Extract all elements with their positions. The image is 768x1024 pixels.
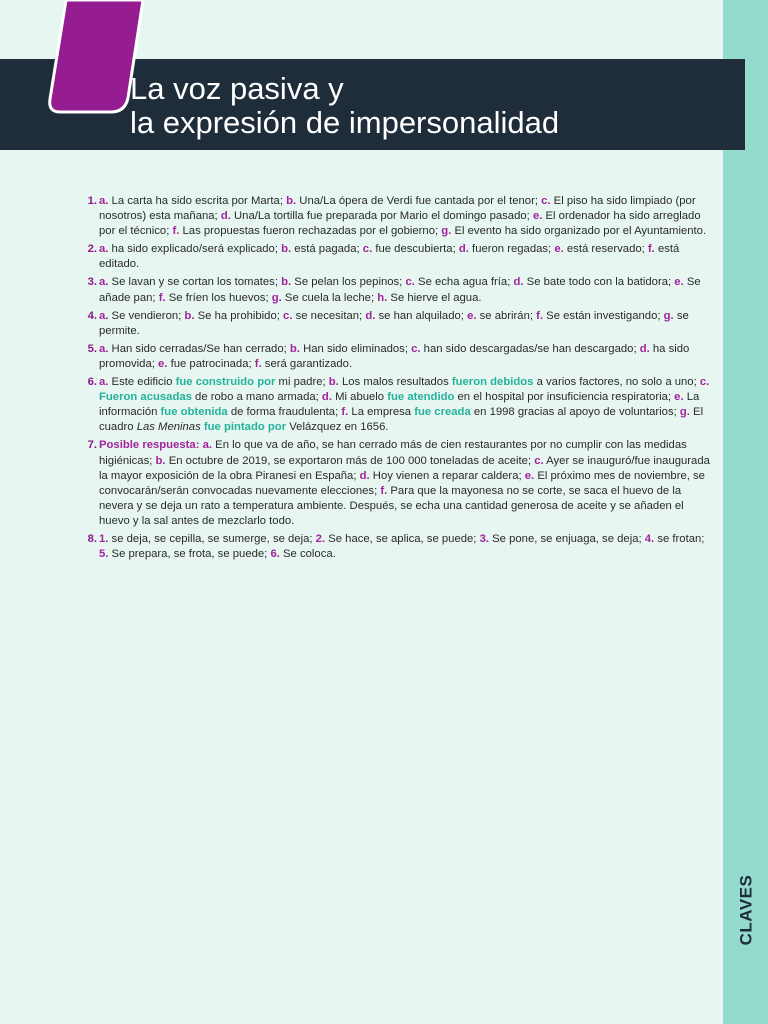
item-marker: e.: [467, 309, 477, 322]
answer-text: [99, 243, 679, 270]
answer-text-run: El piso ha sido limpiado (por nosotros) esta mañana;: [99, 195, 696, 223]
answer-text-run: Se ha prohibido;: [194, 309, 284, 322]
answer-text-run: Han sido eliminados;: [299, 342, 412, 355]
page-title-line-2: la expresión de impersonalidad: [130, 105, 560, 140]
answer-text-run: está pagada;: [291, 243, 363, 256]
answer-text-run: En lo que va de año, se han cerrado más de cien restaurantes por no cumplir con las medidas higiénicas;: [99, 439, 687, 467]
answer-text-run: La empresa: [348, 406, 415, 419]
answer-text-run: Se cuela la leche;: [281, 291, 378, 304]
answer-text-run: Una/La ópera de Verdi fue cantada por el tenor;: [296, 195, 542, 207]
answer-text-run: está reservado;: [563, 243, 648, 256]
item-marker: f.: [172, 225, 180, 238]
item-marker: a.: [99, 195, 109, 207]
answer-text-run: fue patrocinada;: [167, 357, 255, 370]
answer-text-run: se frotan;: [654, 532, 705, 545]
answer-text-run: se han alquilado;: [375, 309, 468, 322]
answer-text-run: Han sido cerradas/Se han cerrado;: [108, 342, 290, 355]
item-marker: g.: [679, 406, 690, 419]
answer-text-run: Se fríen los huevos;: [165, 291, 272, 304]
answer-text-run: se permite.: [99, 309, 689, 337]
answer-item: [79, 309, 711, 339]
item-marker: b.: [184, 309, 195, 322]
answer-item: [79, 375, 711, 435]
answer-text-run: Los malos resultados: [338, 376, 452, 389]
italic-title: Las Meninas: [136, 421, 201, 434]
answer-number: 7.: [87, 439, 97, 452]
answer-text-run: Se hace, se aplica, se puede;: [325, 532, 480, 545]
answer-text-run: El evento ha sido organizado por el Ayuntamiento.: [451, 225, 707, 238]
answer-text-run: Se pelan los pepinos;: [291, 276, 406, 289]
passive-highlight: fue creada: [414, 406, 471, 419]
item-marker: d.: [639, 342, 650, 355]
answer-text: [99, 195, 706, 237]
answer-text-run: mi padre;: [275, 376, 329, 389]
answer-text-run: El próximo mes de noviembre, se convocarán/serán convocadas nuevamente elecciones;: [99, 469, 705, 497]
answer-text-run: Mi abuelo: [331, 391, 388, 404]
item-marker: 4.: [644, 532, 655, 545]
item-marker: g.: [271, 291, 282, 304]
answer-item: [79, 194, 711, 239]
item-marker: e.: [674, 276, 684, 289]
answer-text-run: de robo a mano armada;: [191, 391, 322, 404]
item-marker: c.: [534, 454, 544, 467]
answer-text: [99, 439, 710, 526]
answer-text-run: será garantizado.: [261, 357, 353, 370]
answer-text-run: Se echa agua fría;: [414, 276, 514, 289]
answer-text: [99, 376, 709, 433]
item-marker: f.: [341, 406, 349, 419]
answer-text-run: Se hierve el agua.: [387, 291, 482, 304]
answer-number: 3.: [87, 276, 97, 289]
answer-text-run: El cuadro: [99, 406, 704, 434]
section-label: [730, 868, 762, 952]
answer-text: [99, 533, 704, 560]
answer-number: 8.: [87, 532, 97, 545]
answer-text-run: Se están investigando;: [543, 309, 664, 322]
passive-highlight: fue atendido: [387, 391, 455, 404]
answer-text-run: en 1998 gracias al apoyo de voluntarios;: [470, 406, 680, 419]
item-marker: a.: [99, 309, 109, 322]
item-marker: b.: [328, 376, 339, 389]
item-marker: f.: [380, 484, 388, 497]
answer-text-run: en el hospital por insuficiencia respiratoria;: [454, 391, 675, 404]
answer-text-run: han sido descargadas/se han descargado;: [420, 342, 640, 355]
answer-text-run: La información: [99, 391, 700, 419]
answer-number: 5.: [87, 342, 97, 355]
item-marker: g.: [441, 225, 452, 238]
answer-text-run: En octubre de 2019, se exportaron más de 100 000 toneladas de aceite;: [165, 454, 535, 467]
item-marker: d.: [365, 309, 376, 322]
answer-number: 2.: [87, 243, 97, 256]
item-marker: f.: [536, 309, 544, 322]
item-marker: a.: [99, 243, 109, 256]
item-marker: e.: [674, 391, 684, 404]
answer-number: 1.: [87, 195, 97, 207]
passive-highlight: fueron debidos: [451, 376, 534, 389]
item-marker: c.: [283, 309, 293, 322]
item-marker: 1.: [99, 532, 109, 545]
answer-text-run: Ayer se inauguró/fue inaugurada la mayor exposición de la obra Piranesi en España;: [99, 454, 710, 482]
answer-text-run: El ordenador ha sido arreglado por el técnico;: [99, 210, 701, 238]
item-marker: b.: [286, 195, 297, 207]
answer-item: [79, 242, 711, 272]
answer-text-run: ha sido explicado/será explicado;: [108, 243, 282, 256]
answer-text-run: está editado.: [99, 243, 680, 271]
item-marker: c.: [541, 195, 551, 207]
passive-highlight: Fueron acusadas: [99, 391, 192, 404]
page-title-line-1: La voz pasiva y: [130, 71, 344, 106]
item-marker: Posible respuesta: a.: [99, 439, 213, 452]
item-marker: b.: [289, 342, 300, 355]
item-marker: e.: [158, 357, 168, 370]
item-marker: e.: [532, 210, 543, 223]
answer-text-run: Para que la mayonesa no se corte, se saca el huevo de la nevera y se deja un rato a temperatura ambiente. Después, se echa una cantidad generosa de aceite y se añaden el huevo y la sal antes de mezclarlo todo.: [99, 484, 684, 527]
item-marker: c.: [411, 342, 421, 355]
item-marker: a.: [99, 342, 109, 355]
item-marker: 3.: [479, 532, 489, 545]
passive-highlight: fue obtenida: [160, 406, 228, 419]
item-marker: a.: [99, 276, 109, 289]
section-label-text: CLAVES: [736, 874, 756, 946]
item-marker: 6.: [270, 548, 280, 561]
answer-text-run: de forma fraudulenta;: [227, 406, 342, 419]
item-marker: e.: [524, 469, 535, 482]
item-marker: c.: [405, 276, 415, 289]
answer-text-run: Una/La tortilla fue preparada por Mario el domingo pasado;: [230, 210, 533, 223]
answer-text-run: se necesitan;: [292, 309, 366, 322]
item-marker: b.: [281, 243, 292, 256]
answer-text-run: Se vendieron;: [108, 309, 185, 322]
answer-text-run: Se lavan y se cortan los tomates;: [108, 276, 282, 289]
answer-text-run: se deja, se cepilla, se sumerge, se deja;: [108, 532, 316, 545]
answer-text-run: Las propuestas fueron rechazadas por el gobierno;: [179, 225, 442, 238]
item-marker: a.: [99, 376, 109, 389]
item-marker: b.: [155, 454, 166, 467]
item-marker: c.: [699, 376, 710, 389]
answer-list: [79, 194, 711, 565]
item-marker: b.: [281, 276, 292, 289]
answer-number: 6.: [87, 376, 97, 389]
answer-text-run: Se prepara, se frota, se puede;: [108, 548, 271, 561]
answer-text-run: Se pone, se enjuaga, se deja;: [489, 532, 645, 545]
passive-highlight: fue construido por: [175, 376, 276, 389]
answer-text-run: Se bate todo con la batidora;: [523, 276, 675, 289]
answer-text-run: se abrirán;: [476, 309, 537, 322]
answer-text-run: Se coloca.: [279, 548, 336, 561]
answer-item: [79, 342, 711, 372]
page-title: [130, 72, 559, 140]
item-marker: g.: [663, 309, 674, 322]
item-marker: d.: [359, 469, 370, 482]
answer-text: [99, 310, 689, 337]
item-marker: 2.: [315, 532, 326, 545]
answer-text-run: ha sido promovida;: [99, 342, 690, 370]
item-marker: e.: [554, 243, 564, 256]
item-marker: f.: [254, 357, 262, 370]
answer-text-run: La carta ha sido escrita por Marta;: [108, 195, 287, 207]
answer-text-run: a varios factores, no solo a uno;: [533, 376, 700, 389]
answer-text: [99, 276, 701, 303]
item-marker: h.: [377, 291, 388, 304]
answer-text: [99, 343, 689, 370]
item-marker: d.: [513, 276, 524, 289]
passive-highlight: fue pintado por: [203, 421, 287, 434]
answer-text-run: Hoy vienen a reparar caldera;: [369, 469, 525, 482]
answer-item: [79, 532, 711, 562]
answer-text-run: Se añade pan;: [99, 276, 701, 304]
answer-text-run: Velázquez en 1656.: [286, 421, 389, 434]
answer-item: [79, 275, 711, 305]
item-marker: d.: [458, 243, 469, 256]
answer-text-run: Este edificio: [108, 376, 176, 389]
answer-number: 4.: [87, 309, 97, 322]
item-marker: 5.: [99, 548, 109, 561]
answer-text-run: fue descubierta;: [372, 243, 459, 256]
item-marker: d.: [220, 210, 231, 223]
item-marker: f.: [647, 243, 655, 256]
answer-item: [79, 438, 711, 529]
answer-text-run: fueron regadas;: [468, 243, 555, 256]
item-marker: c.: [362, 243, 373, 256]
item-marker: d.: [321, 391, 332, 404]
item-marker: f.: [158, 291, 166, 304]
